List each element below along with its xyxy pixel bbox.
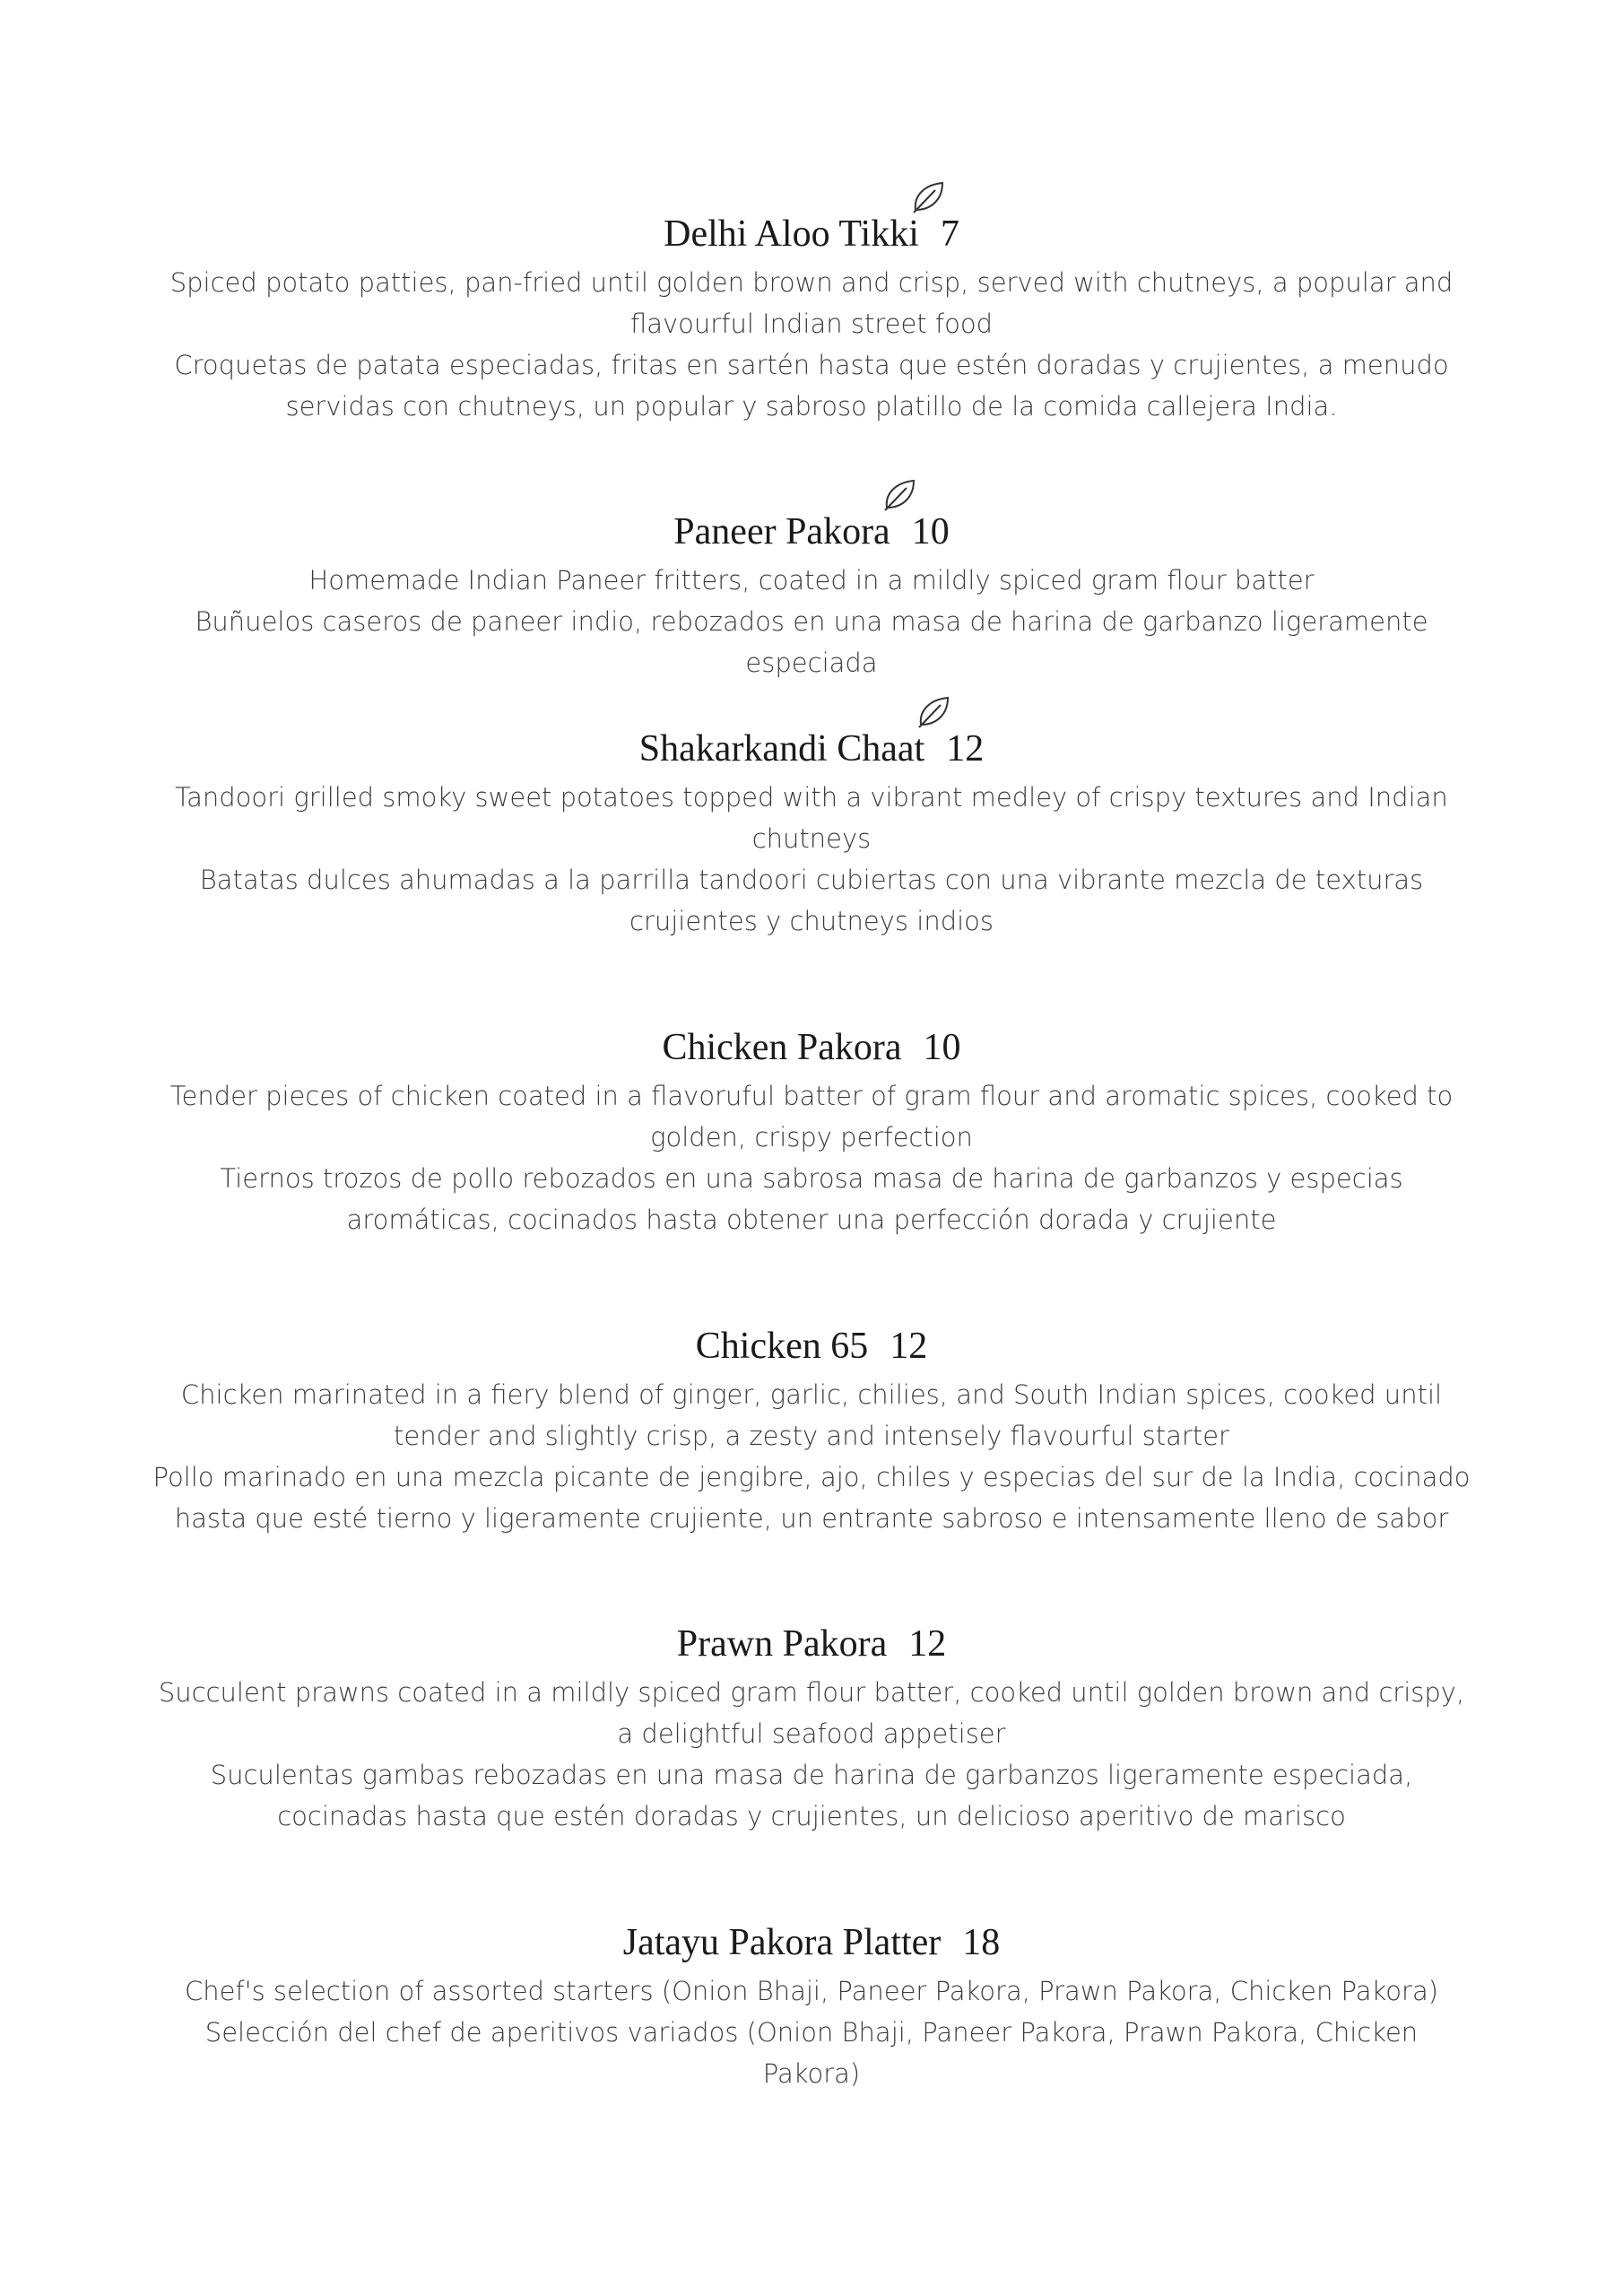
dish-price: 18	[962, 1922, 1001, 1963]
dish-price: 7	[940, 213, 959, 255]
menu-item	[135, 725, 1488, 942]
dish-name	[639, 725, 924, 773]
menu-item-title	[135, 1918, 1488, 1967]
dish-price: 12	[890, 1326, 928, 1367]
dish-name-text: Chicken 65	[695, 1326, 869, 1367]
menu-item	[135, 1322, 1488, 1539]
menu-item-title	[135, 725, 1488, 773]
dish-price: 10	[923, 1027, 961, 1068]
dish-description	[135, 1672, 1488, 1837]
dish-description	[135, 1970, 1488, 2094]
dish-name-text: Chicken Pakora	[662, 1027, 902, 1068]
description-spanish: Suculentas gambas rebozadas en una masa de harina de garbanzos ligeramente especiada, cocinadas hasta que estén doradas y crujientes, un delicioso aperitivo de marisco	[210, 1760, 1413, 1831]
dish-description	[135, 1374, 1488, 1539]
description-english: Tandoori grilled smoky sweet potatoes topped with a vibrant medley of crispy textures and Indian chutneys	[175, 782, 1448, 854]
menu-item	[135, 1620, 1488, 1837]
dish-name-text: Prawn Pakora	[676, 1623, 888, 1665]
dish-price: 12	[946, 728, 985, 770]
dish-name	[662, 1023, 901, 1072]
description-english: Spiced potato patties, pan-fried until golden brown and crisp, served with chutneys, a popular and flavourful Indian street food	[169, 267, 1454, 339]
dish-name	[673, 508, 890, 556]
leaf-icon	[881, 477, 917, 513]
dish-name-text: Shakarkandi Chaat	[638, 728, 925, 770]
dish-name	[696, 1322, 868, 1370]
description-english: Succulent prawns coated in a mildly spiced gram flour batter, cooked until golden brown and crispy, a delightful seafood appetiser	[158, 1677, 1465, 1749]
menu-item-title	[135, 1322, 1488, 1370]
menu-item	[135, 1918, 1488, 2094]
description-english: Tender pieces of chicken coated in a flavoruful batter of gram flour and aromatic spices, cooked to golden, crispy perfection	[169, 1081, 1454, 1152]
menu-item	[135, 210, 1488, 427]
description-english: Homemade Indian Paneer fritters, coated in a mildly spiced gram flour batter	[308, 565, 1315, 596]
description-spanish: Selección del chef de aperitivos variados (Onion Bhaji, Paneer Pakora, Prawn Pakora, Chicken Pakora)	[204, 2017, 1419, 2089]
dish-name-text: Jatayu Pakora Platter	[622, 1922, 942, 1963]
description-spanish: Pollo marinado en una mezcla picante de jengibre, ajo, chiles y especias del sur de la India, cocinado hasta que esté tierno y ligeramente crujiente, un entrante sabroso e intensamente lleno de sabor	[152, 1462, 1471, 1534]
dish-description	[135, 262, 1488, 427]
dish-description	[135, 1075, 1488, 1240]
menu-item-title	[135, 1620, 1488, 1668]
menu-item-title	[135, 508, 1488, 556]
dish-description	[135, 777, 1488, 942]
dish-name-text: Delhi Aloo Tikki	[664, 213, 919, 255]
description-english: Chef's selection of assorted starters (Onion Bhaji, Paneer Pakora, Prawn Pakora, Chicken Pakora)	[184, 1976, 1439, 2006]
leaf-icon	[916, 694, 951, 730]
dish-price: 10	[911, 511, 950, 552]
leaf-icon	[910, 179, 946, 215]
dish-name	[677, 1620, 887, 1668]
description-spanish: Tiernos trozos de pollo rebozados en una sabrosa masa de harina de garbanzos y especias aromáticas, cocinados hasta obtener una perfección dorada y crujiente	[220, 1163, 1403, 1235]
description-spanish: Croquetas de patata especiadas, fritas en sartén hasta que estén doradas y crujientes, a menudo servidas con chutneys, un popular y sabroso platillo de la comida callejera India.	[174, 350, 1449, 422]
menu-item-title	[135, 1023, 1488, 1072]
description-spanish: Buñuelos caseros de paneer indio, rebozados en una masa de harina de garbanzo ligeramente especiada	[195, 606, 1428, 678]
dish-name	[623, 1918, 942, 1967]
description-english: Chicken marinated in a fiery blend of ginger, garlic, chilies, and South Indian spices, cooked until tender and slightly crisp, a zesty and intensely flavourful starter	[180, 1379, 1443, 1451]
dish-name-text: Paneer Pakora	[673, 511, 890, 552]
menu-item	[135, 1023, 1488, 1240]
menu-item-title	[135, 210, 1488, 258]
description-spanish: Batatas dulces ahumadas a la parrilla tandoori cubiertas con una vibrante mezcla de texturas crujientes y chutneys indios	[199, 865, 1424, 936]
menu-item	[135, 508, 1488, 683]
dish-name	[664, 210, 919, 258]
dish-price: 12	[908, 1623, 947, 1665]
dish-description	[135, 560, 1488, 683]
